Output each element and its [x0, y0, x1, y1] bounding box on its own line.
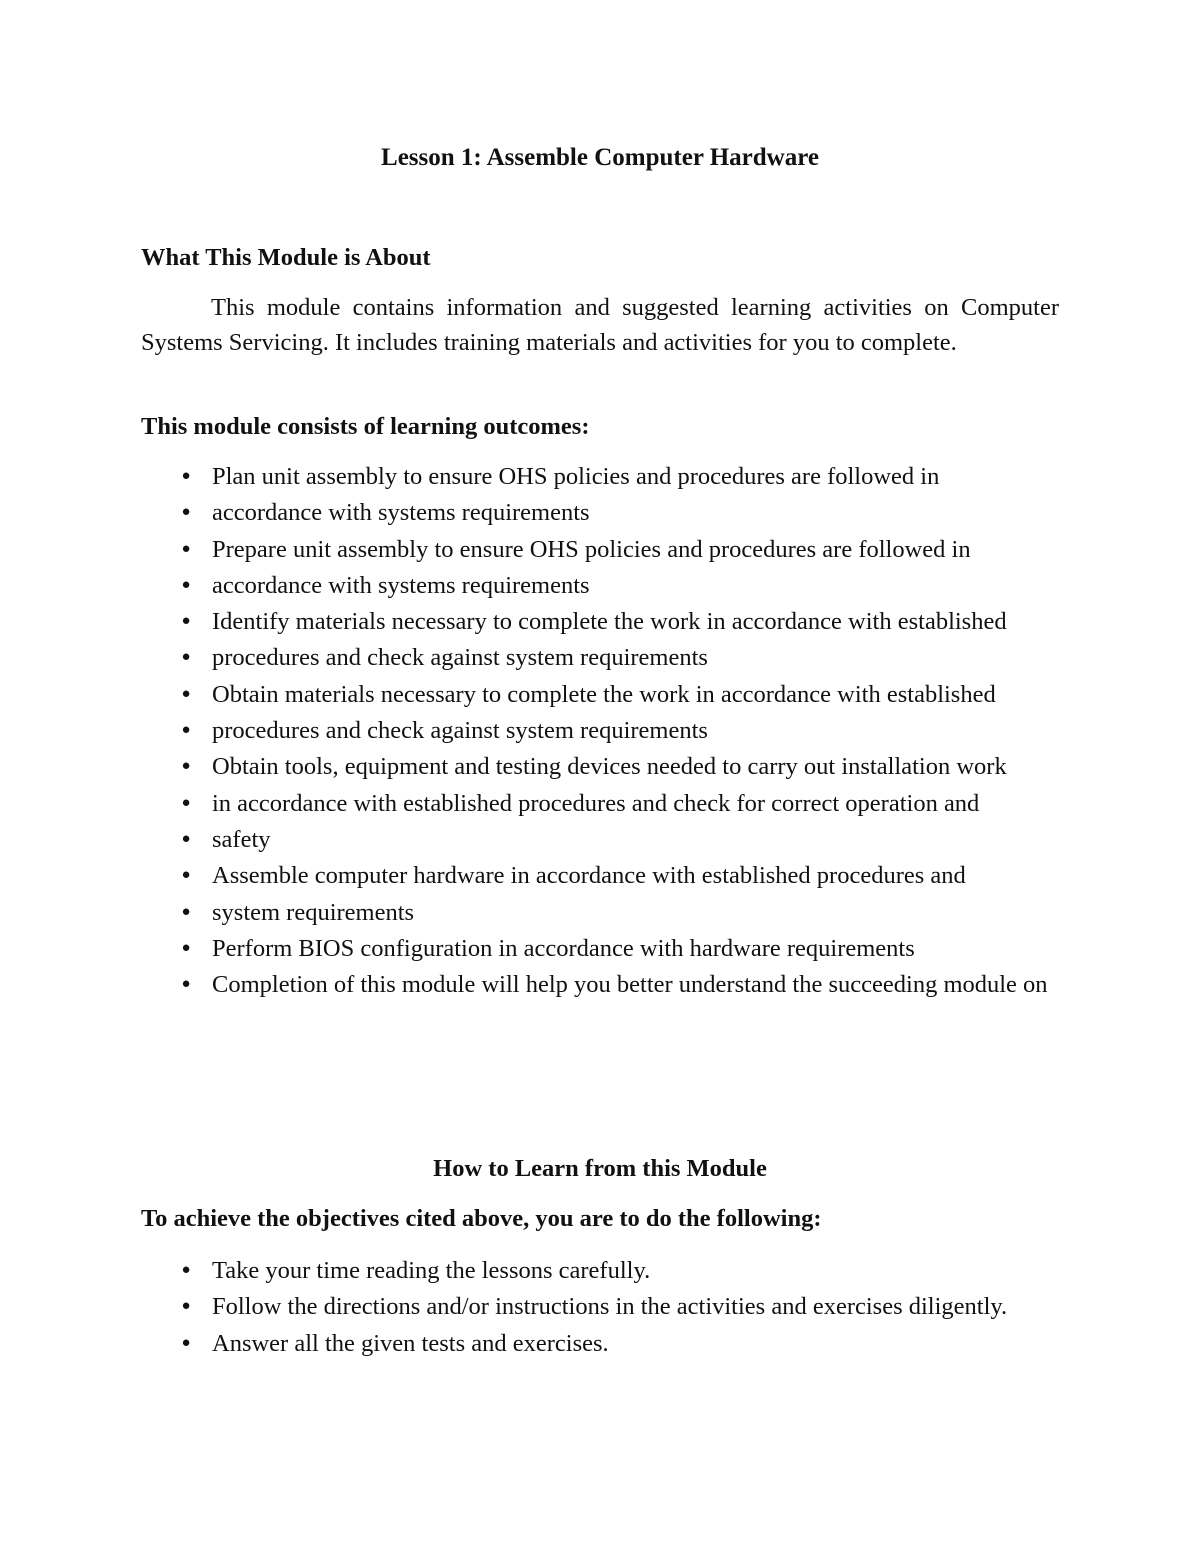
outcomes-list	[141, 459, 1059, 1003]
bullet-icon: ●	[181, 867, 191, 884]
bullet-icon: ●	[181, 903, 191, 920]
bullet-icon: ●	[181, 794, 191, 811]
list-item: ● system requirements	[141, 895, 1059, 930]
section-heading-outcomes: This module consists of learning outcomes:	[141, 413, 590, 440]
list-item: ● Completion of this module will help you better understand the succeeding module on	[141, 967, 1059, 1002]
section-heading-about: What This Module is About	[141, 244, 431, 271]
list-item: ● Plan unit assembly to ensure OHS policies and procedures are followed in	[141, 459, 1059, 494]
list-item: ● Obtain materials necessary to complete the work in accordance with established	[141, 677, 1059, 712]
list-item: ● Follow the directions and/or instructions in the activities and exercises diligently.	[141, 1289, 1059, 1324]
page-title: Lesson 1: Assemble Computer Hardware	[381, 144, 819, 171]
bullet-icon: ●	[181, 758, 191, 775]
list-item: ● procedures and check against system requirements	[141, 640, 1059, 675]
list-item: ● Assemble computer hardware in accordance with established procedures and	[141, 858, 1059, 893]
bullet-icon: ●	[181, 540, 191, 557]
list-item: ● Perform BIOS configuration in accordance with hardware requirements	[141, 931, 1059, 966]
bullet-icon: ●	[181, 613, 191, 630]
list-item: ● safety	[141, 822, 1059, 857]
bullet-icon: ●	[181, 830, 191, 847]
list-item: ● procedures and check against system requirements	[141, 713, 1059, 748]
intro-paragraph: This module contains information and suggested learning activities on Computer Systems Servicing. It includes training materials and activities for you to complete.	[141, 294, 1059, 356]
bullet-icon: ●	[181, 1262, 191, 1278]
bullet-icon: ●	[181, 939, 191, 956]
bullet-icon: ●	[181, 504, 191, 521]
bullet-icon: ●	[181, 1334, 191, 1351]
bullet-icon: ●	[181, 649, 191, 666]
list-item: ● in accordance with established procedures and check for correct operation and	[141, 786, 1059, 821]
bullet-icon: ●	[181, 976, 191, 993]
list-item: ● accordance with systems requirements	[141, 495, 1059, 530]
section-subheading-objectives: To achieve the objectives cited above, you are to do the following:	[141, 1205, 822, 1232]
intro-paragraph-block	[141, 290, 1059, 360]
list-item: ● Answer all the given tests and exercises.	[141, 1326, 1059, 1361]
instructions-list	[141, 1253, 1059, 1362]
list-item: ● Take your time reading the lessons carefully.	[141, 1253, 1059, 1288]
list-item: ● Obtain tools, equipment and testing devices needed to carry out installation work	[141, 749, 1059, 784]
list-item: ● Prepare unit assembly to ensure OHS policies and procedures are followed in	[141, 532, 1059, 567]
bullet-icon: ●	[181, 1298, 191, 1315]
bullet-icon: ●	[181, 722, 191, 739]
bullet-icon: ●	[181, 576, 191, 593]
bullet-icon: ●	[181, 685, 191, 702]
list-item: ● accordance with systems requirements	[141, 568, 1059, 603]
section-heading-how-to-learn: How to Learn from this Module	[433, 1155, 767, 1182]
list-item: ● Identify materials necessary to complete the work in accordance with established	[141, 604, 1059, 639]
bullet-icon: ●	[181, 468, 191, 484]
